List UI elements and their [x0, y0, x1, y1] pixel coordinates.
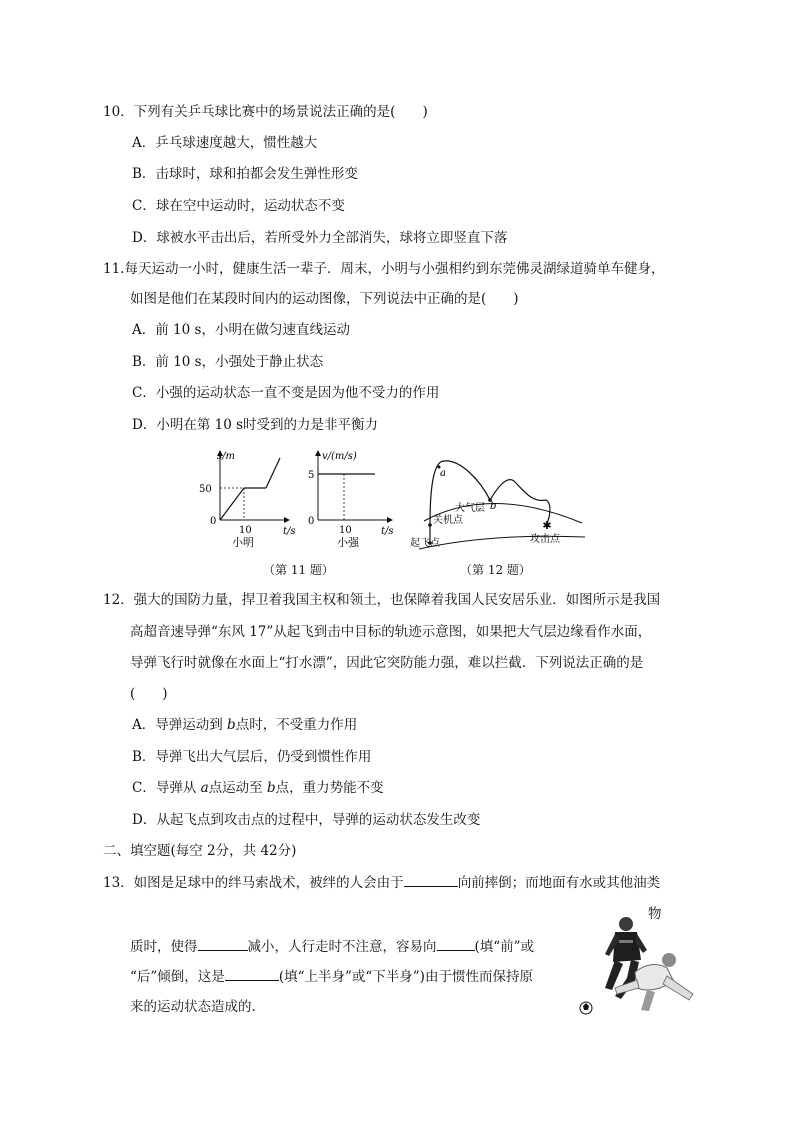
missile-trajectory-diagram	[410, 461, 585, 549]
q13-blank4[interactable]	[225, 967, 279, 981]
soccer-tackle-illustration	[575, 910, 697, 1015]
q12-line2: 高超音速导弹“东风 17”从起飞到击中目标的轨迹示意图，如果把大气层边缘看作水面，	[130, 624, 652, 640]
graph1-origin: 0	[210, 516, 217, 527]
q13-line1	[103, 873, 660, 892]
q10-stem: 10．下列有关乒乓球比赛中的场景说法正确的是( )	[103, 104, 428, 120]
graph1-xlabel: t/s	[283, 526, 296, 537]
q11-stem-line1: 11.每天运动一小时，健康生活一辈子．周末，小明与小强相约到东莞佛灵湖绿道骑单车健身，	[103, 261, 665, 277]
q11-option-d: D．小明在第 10 s时受到的力是非平衡力	[132, 417, 379, 433]
graph1-caption: 小明	[232, 536, 254, 549]
q13-line2: 物	[648, 906, 662, 922]
q13-line3-c: (填“前”或	[474, 939, 535, 955]
graph1-ytick: 50	[199, 484, 212, 495]
graph1-line-segment3	[266, 458, 280, 488]
graph2-ylabel: v/(m/s)	[322, 451, 357, 462]
label-a: a	[440, 468, 446, 479]
q10-option-a: A．乒乓球速度越大，惯性越大	[132, 135, 318, 151]
label-atmosphere: 大气层	[455, 503, 485, 514]
q12-option-c-mid: 点运动至	[208, 780, 267, 796]
q12-line4: ( )	[130, 686, 168, 702]
graph2-caption: 小强	[337, 536, 359, 549]
q13-line1-b: 向前摔倒；而地面有水或其他油类	[457, 875, 661, 891]
graph2-xtick: 10	[339, 525, 352, 536]
q12-option-c-pre: C．导弹从	[132, 780, 201, 796]
q13-line4-a: “后”倾倒，这是	[130, 969, 225, 985]
q13-blank1[interactable]	[404, 873, 458, 887]
target-burst-icon: ✱	[542, 519, 552, 532]
q13-line1-a: 13．如图是足球中的绊马索战术，被绊的人会由于	[103, 875, 404, 891]
ground-line	[419, 536, 585, 549]
q13-line4	[130, 967, 533, 986]
q13-line5: 来的运动状态造成的．	[130, 999, 265, 1015]
q11-option-b: B．前 10 s，小强处于静止状态	[132, 354, 324, 370]
q12-option-c-var1: a	[200, 780, 209, 796]
graph1-ylabel: s/m	[217, 451, 235, 462]
q12-option-a-post: 点时，不受重力作用	[235, 717, 358, 733]
q12-option-d: D．从起飞点到攻击点的过程中，导弹的运动状态发生改变	[132, 812, 481, 828]
q13-line3	[130, 937, 534, 956]
q11-option-c: C．小强的运动状态一直不变是因为他不受力的作用	[132, 385, 440, 401]
q12-option-a	[132, 716, 357, 734]
section2-title: 二、填空题(每空 2分，共 42分)	[103, 843, 297, 859]
caption-q12: （第 12 题）	[460, 563, 531, 577]
graph1-xtick: 10	[239, 525, 252, 536]
shutdown-point-marker	[428, 523, 432, 527]
q10-option-c: C．球在空中运动时，运动状态不变	[132, 198, 345, 214]
graph2-xlabel: t/s	[381, 526, 394, 537]
graph-xiaoming	[199, 451, 296, 549]
graph1-line-segment1	[220, 488, 244, 520]
q12-line1: 12．强大的国防力量，捍卫着我国主权和领土，也保障着我国人民安居乐业．如图所示是我国	[103, 592, 661, 608]
graph2-origin: 0	[308, 516, 315, 527]
label-target: 攻击点	[530, 534, 560, 545]
q11-option-a: A．前 10 s，小明在做匀速直线运动	[132, 322, 350, 338]
q13-line3-b: 减小，人行走时不注意，容易向	[247, 939, 437, 955]
q13-line4-b: (填“上半身”或“下半身”)由于惯性而保持原	[278, 969, 533, 985]
label-launch: 起飞点	[410, 538, 440, 549]
q12-line3: 导弹飞行时就像在水面上“打水漂”，因此它突防能力强，难以拦截．下列说法正确的是	[130, 655, 644, 671]
q12-option-a-var: b	[227, 717, 236, 733]
q13-blank3[interactable]	[437, 937, 475, 951]
q10-option-d: D．球被水平击出后，若所受外力全部消失，球将立即竖直下落	[132, 230, 508, 246]
q13-blank2[interactable]	[198, 937, 248, 951]
q13-line3-a: 质时，使得	[130, 939, 198, 955]
q12-option-c-post: 点，重力势能不变	[275, 780, 384, 796]
q12-option-c-var2: b	[266, 780, 276, 796]
q12-option-c	[132, 779, 384, 797]
q10-option-b: B．击球时，球和拍都会发生弹性形变	[132, 166, 358, 182]
figures-svg	[190, 445, 610, 555]
graph-xiaoqiang	[308, 451, 394, 549]
graph2-ytick: 5	[308, 470, 315, 481]
label-b: b	[490, 501, 497, 512]
q11-stem-line2: 如图是他们在某段时间内的运动图像，下列说法中正确的是( )	[130, 291, 519, 307]
label-shutdown: 关机点	[433, 515, 463, 526]
q12-option-a-pre: A．导弹运动到	[132, 717, 228, 733]
q12-option-b: B．导弹飞出大气层后，仍受到惯性作用	[132, 749, 372, 765]
caption-q11: （第 11 题）	[263, 563, 334, 577]
